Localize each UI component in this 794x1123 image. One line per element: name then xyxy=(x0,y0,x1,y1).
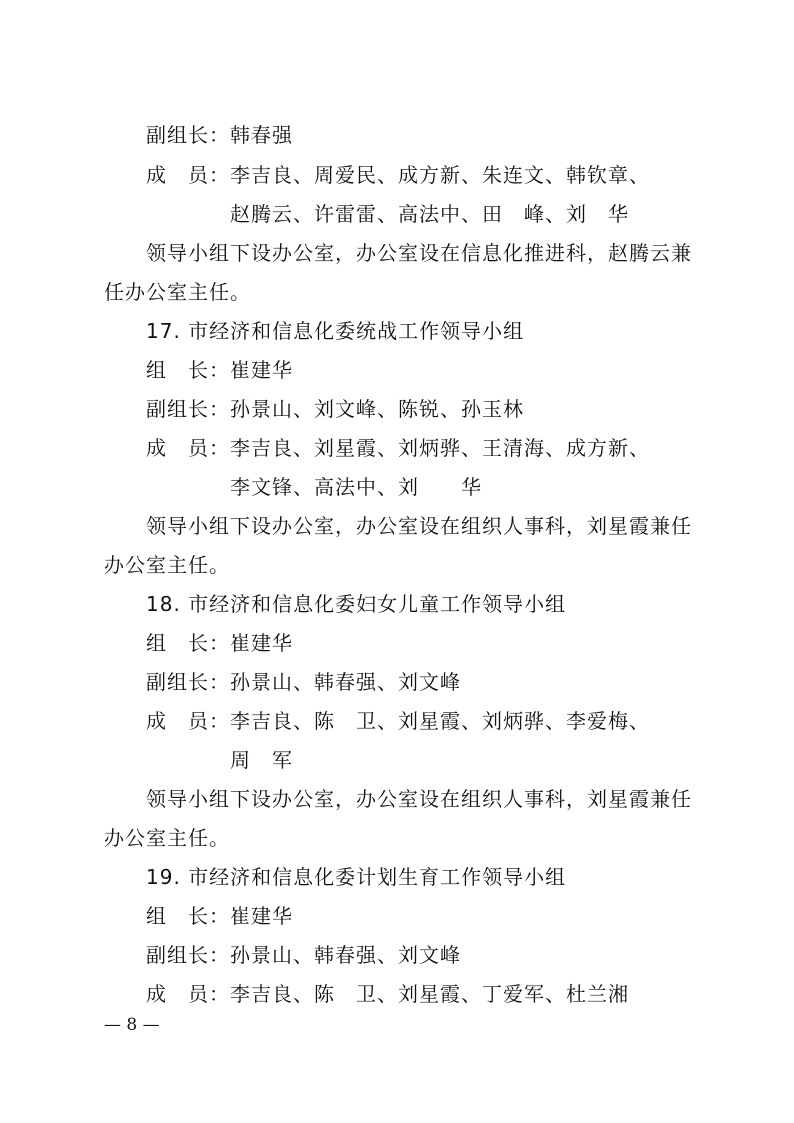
group17-members-cont: 李文锋、高法中、刘 华 xyxy=(230,475,482,499)
group16-office-note: 领导小组下设办公室，办公室设在信息化推进科，赵腾云兼 xyxy=(146,241,692,265)
group16-office-note-cont: 任办公室主任。 xyxy=(104,280,251,304)
group16-members: 成 员：李吉良、周爱民、成方新、朱连文、韩钦章、 xyxy=(146,163,650,187)
group17-deputy-leader: 副组长：孙景山、刘文峰、陈锐、孙玉林 xyxy=(146,397,524,421)
group16-members-cont: 赵腾云、许雷雷、高法中、田 峰、刘 华 xyxy=(230,202,629,226)
group18-leader: 组 长：崔建华 xyxy=(146,631,293,655)
group17-office-note: 领导小组下设办公室，办公室设在组织人事科，刘星霞兼任 xyxy=(146,514,692,538)
group19-heading: 19. 市经济和信息化委计划生育工作领导小组 xyxy=(146,865,567,889)
group18-office-note: 领导小组下设办公室，办公室设在组织人事科，刘星霞兼任 xyxy=(146,787,692,811)
group19-leader: 组 长：崔建华 xyxy=(146,904,293,928)
group17-members: 成 员：李吉良、刘星霞、刘炳骅、王清海、成方新、 xyxy=(146,436,650,460)
group19-deputy-leader: 副组长：孙景山、韩春强、刘文峰 xyxy=(146,943,461,967)
page-number: — 8 — xyxy=(104,1015,160,1035)
group17-office-note-cont: 办公室主任。 xyxy=(104,553,230,577)
group17-leader: 组 长：崔建华 xyxy=(146,358,293,382)
group18-office-note-cont: 办公室主任。 xyxy=(104,826,230,850)
group18-heading: 18. 市经济和信息化委妇女儿童工作领导小组 xyxy=(146,592,567,616)
group18-deputy-leader: 副组长：孙景山、韩春强、刘文峰 xyxy=(146,670,461,694)
group19-members: 成 员：李吉良、陈 卫、刘星霞、丁爱军、杜兰湘 xyxy=(146,982,629,1006)
group18-members: 成 员：李吉良、陈 卫、刘星霞、刘炳骅、李爱梅、 xyxy=(146,709,650,733)
group16-deputy-leader: 副组长：韩春强 xyxy=(146,123,293,147)
group18-members-cont: 周 军 xyxy=(230,748,293,772)
group17-heading: 17. 市经济和信息化委统战工作领导小组 xyxy=(146,319,525,343)
